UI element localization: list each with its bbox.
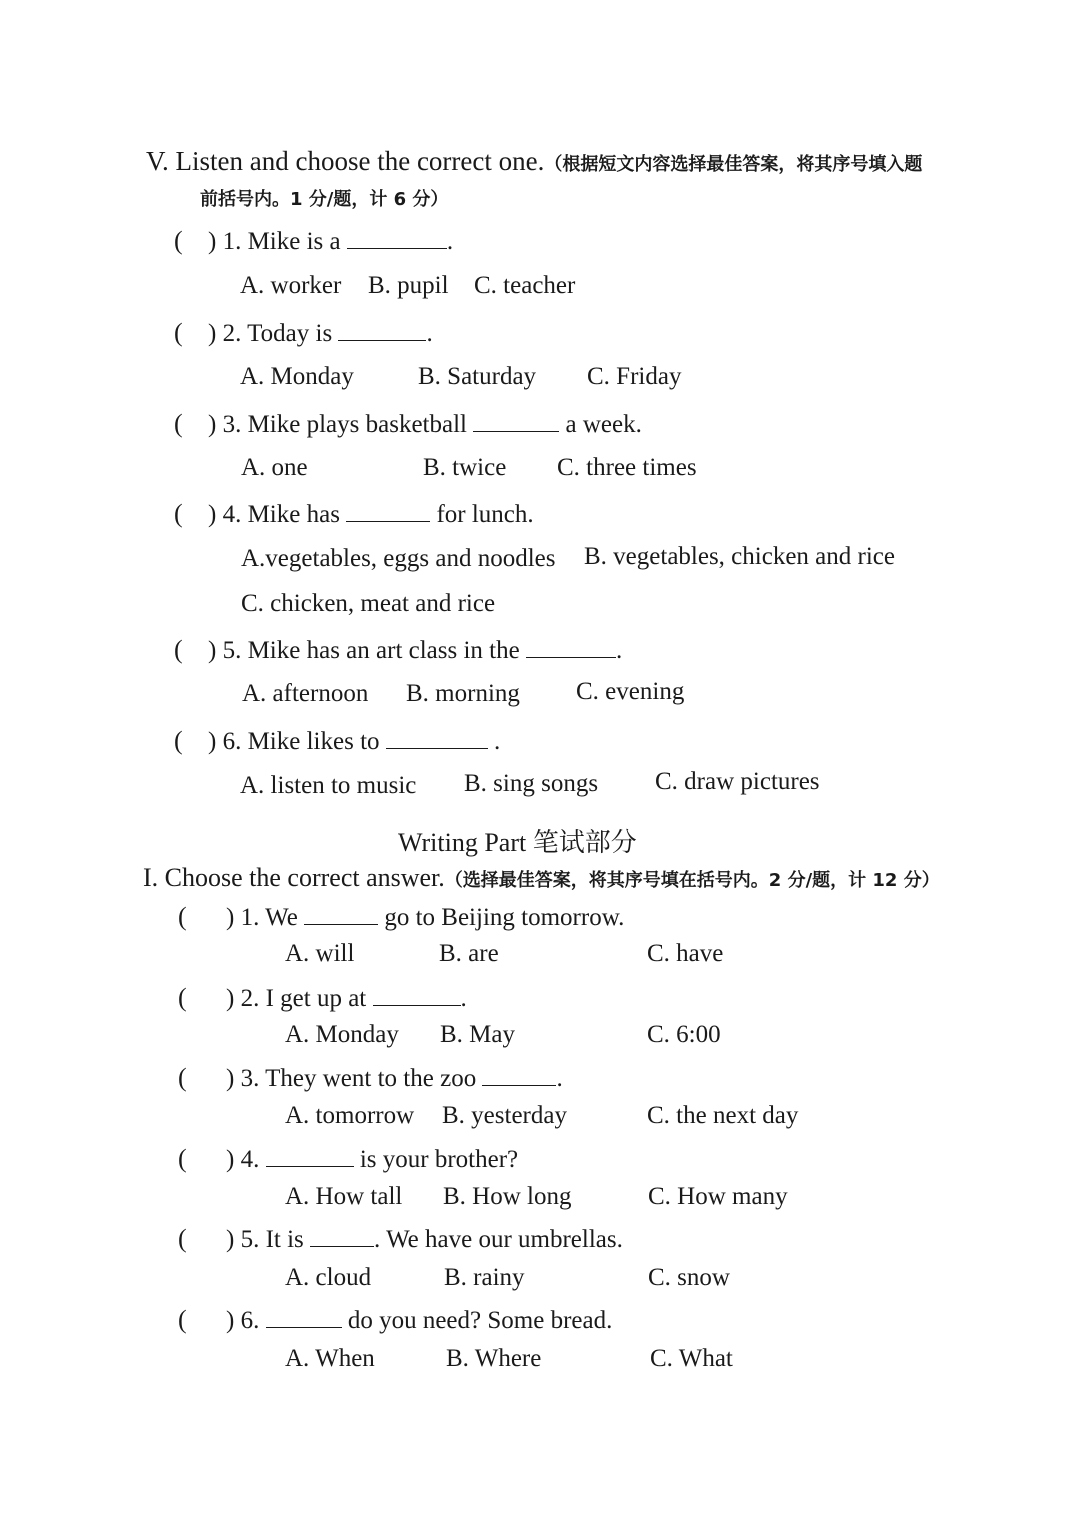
option-c: C. chicken, meat and rice	[241, 590, 496, 617]
answer-blank	[526, 635, 616, 658]
option-c: C. snow	[648, 1264, 730, 1291]
answer-paren[interactable]: (	[174, 226, 183, 255]
question-text: Today is	[247, 320, 333, 347]
answer-paren[interactable]: (	[174, 726, 183, 755]
answer-paren[interactable]: (	[178, 1063, 187, 1092]
answer-blank	[266, 1144, 354, 1167]
answer-paren[interactable]: (	[174, 635, 183, 664]
question-text-end: . We have our umbrellas.	[374, 1226, 623, 1253]
answer-blank	[338, 318, 426, 341]
question-text: It is	[265, 1226, 304, 1253]
question-number: ) 2.	[226, 985, 260, 1012]
option-a: A.vegetables, eggs and noodles	[241, 545, 556, 572]
option-c: C. three times	[557, 454, 697, 481]
answer-blank	[482, 1063, 556, 1086]
question-stem	[208, 726, 500, 757]
answer-blank	[347, 226, 447, 249]
option-c: C. teacher	[474, 272, 576, 299]
question-text-end: .	[426, 320, 433, 347]
question-stem	[208, 635, 622, 666]
option-c: C. Friday	[587, 363, 682, 390]
question-stem	[226, 1305, 612, 1336]
question-stem	[226, 1063, 563, 1094]
answer-blank	[386, 726, 488, 749]
option-a: A. will	[285, 940, 355, 967]
answer-blank	[373, 983, 461, 1006]
writing-instruction: （选择最佳答案，将其序号填在括号内。2 分/题，计 12 分）	[444, 870, 940, 891]
answer-paren[interactable]: (	[178, 983, 187, 1012]
answer-blank	[346, 499, 430, 522]
question-number: ) 6.	[208, 728, 242, 755]
listening-heading	[146, 146, 922, 180]
answer-blank	[473, 409, 559, 432]
writing-heading	[143, 863, 940, 896]
option-b: B. morning	[406, 680, 520, 707]
question-number: ) 2.	[208, 320, 242, 347]
answer-paren[interactable]: (	[178, 1144, 187, 1173]
question-text-end: .	[556, 1065, 563, 1092]
option-b: B. twice	[423, 454, 507, 481]
question-text-end: go to Beijing tomorrow.	[384, 904, 625, 931]
question-text: Mike is a	[247, 228, 341, 255]
question-text-end: .	[494, 728, 501, 755]
question-text-end: .	[446, 228, 454, 255]
question-stem	[226, 1144, 518, 1175]
question-number: ) 5.	[208, 637, 242, 664]
option-b: B. sing songs	[464, 770, 599, 797]
option-b: B. May	[440, 1021, 515, 1048]
answer-blank	[304, 902, 378, 925]
option-a: A. When	[285, 1345, 375, 1372]
option-c: C. How many	[648, 1183, 788, 1210]
question-text-end: do you need? Some bread.	[347, 1307, 613, 1334]
option-b: B. Saturday	[418, 363, 537, 390]
option-c: C. the next day	[647, 1102, 799, 1129]
listening-heading-text: V. Listen and choose the correct one.	[146, 146, 545, 176]
writing-heading-text: I. Choose the correct answer.	[143, 863, 445, 892]
option-a: A. Monday	[240, 363, 354, 390]
answer-blank	[310, 1224, 374, 1247]
question-number: ) 3.	[226, 1065, 260, 1092]
listening-instruction-2: 前括号内。1 分/题，计 6 分）	[200, 189, 449, 210]
question-text: Mike likes to	[247, 728, 380, 755]
option-a: A. afternoon	[242, 680, 369, 707]
answer-paren[interactable]: (	[178, 1305, 187, 1334]
question-text: Mike has	[247, 501, 340, 528]
question-number: ) 6.	[226, 1307, 260, 1334]
option-c: C. 6:00	[647, 1021, 721, 1048]
option-c: C. What	[650, 1345, 733, 1372]
option-b: B. vegetables, chicken and rice	[584, 543, 895, 570]
option-c: C. evening	[576, 678, 685, 705]
writing-part-title: Writing Part 笔试部分	[398, 828, 637, 857]
question-text: I get up at	[265, 985, 367, 1012]
option-a: A. cloud	[285, 1264, 372, 1291]
question-stem	[208, 499, 534, 530]
option-a: A. one	[241, 454, 308, 481]
question-text-end: .	[460, 985, 467, 1012]
question-text: They went to the zoo	[265, 1065, 477, 1092]
answer-paren[interactable]: (	[178, 1224, 187, 1253]
answer-paren[interactable]: (	[174, 499, 183, 528]
answer-blank	[266, 1305, 342, 1328]
option-a: A. Monday	[285, 1021, 399, 1048]
option-a: A. tomorrow	[285, 1102, 415, 1129]
option-b: B. yesterday	[442, 1102, 567, 1129]
question-stem	[226, 902, 624, 933]
option-a: A. worker	[240, 272, 342, 299]
question-number: ) 1.	[226, 904, 260, 931]
option-b: B. Where	[446, 1345, 542, 1372]
option-b: B. How long	[443, 1183, 572, 1210]
question-stem	[226, 1224, 623, 1255]
question-text-end: is your brother?	[359, 1146, 519, 1173]
question-stem	[208, 226, 453, 257]
option-a: A. listen to music	[240, 772, 417, 799]
question-number: ) 4.	[226, 1146, 260, 1173]
question-number: ) 3.	[208, 411, 242, 438]
question-text-end: a week.	[565, 411, 642, 438]
question-text: Mike plays basketball	[247, 411, 467, 438]
question-stem	[226, 983, 467, 1014]
listening-instruction-1: （根据短文内容选择最佳答案，将其序号填入题	[544, 154, 923, 175]
question-text: We	[265, 904, 298, 931]
option-b: B. are	[439, 940, 499, 967]
question-text-end: .	[615, 637, 623, 664]
option-b: B. pupil	[368, 272, 449, 299]
option-c: C. have	[647, 940, 724, 967]
question-number: ) 4.	[208, 501, 242, 528]
option-b: B. rainy	[444, 1264, 525, 1291]
answer-paren[interactable]: (	[174, 409, 183, 438]
question-text: Mike has an art class in the	[247, 637, 520, 664]
answer-paren[interactable]: (	[174, 318, 183, 347]
question-text-end: for lunch.	[436, 501, 534, 528]
question-stem	[208, 409, 642, 440]
option-c: C. draw pictures	[655, 768, 820, 795]
option-a: A. How tall	[285, 1183, 403, 1210]
question-stem	[208, 318, 433, 349]
question-number: ) 1.	[208, 228, 242, 255]
answer-paren[interactable]: (	[178, 902, 187, 931]
question-number: ) 5.	[226, 1226, 260, 1253]
